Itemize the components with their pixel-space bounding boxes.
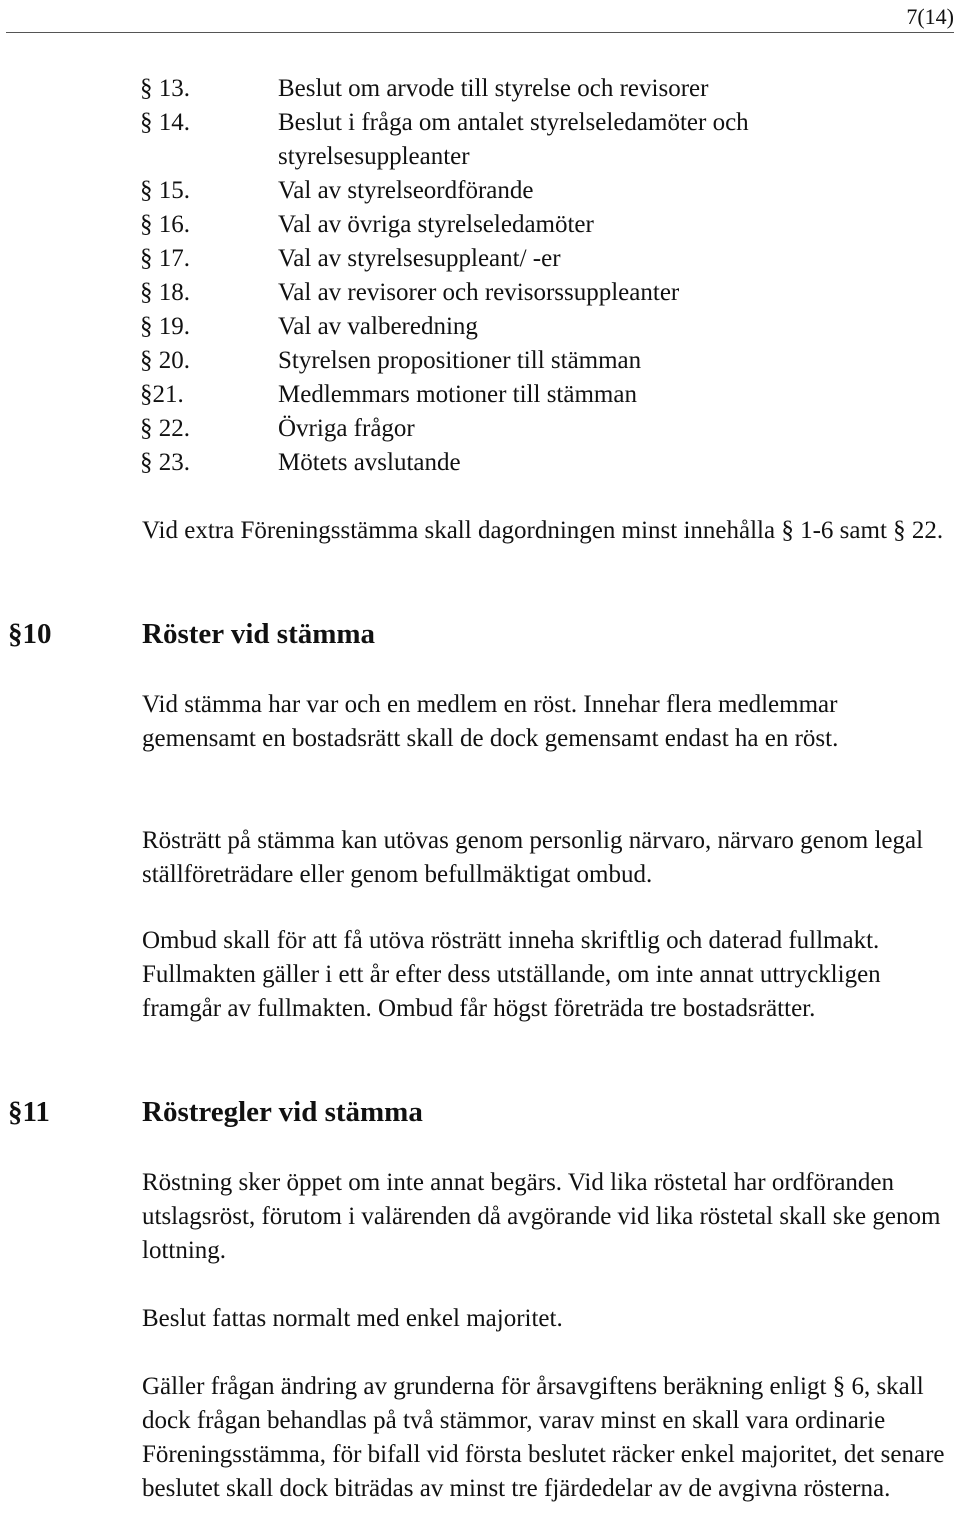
- agenda-item: [140, 344, 950, 378]
- agenda-item: [140, 310, 950, 344]
- agenda-item-number: § 14.: [140, 109, 190, 136]
- section10-paragraph: Ombud skall för att få utöva rösträtt inneha skriftlig och daterad fullmakt. Fullmakten gäller i ett år efter dess utställande, om inte annat uttryckligen framgår av fullmakten. Ombud får högst företräda tre bostadsrätter.: [142, 927, 881, 1022]
- section-title: Röstregler vid stämma: [142, 1096, 423, 1128]
- agenda-item: [140, 378, 950, 412]
- agenda-item: [140, 446, 950, 480]
- agenda-item: [140, 208, 950, 242]
- agenda-item-number: § 22.: [140, 415, 190, 442]
- section10-paragraph: Vid stämma har var och en medlem en röst. Innehar flera medlemmar gemensamt en bostadsrätt skall de dock gemensamt endast ha en röst.: [142, 691, 839, 752]
- agenda-item: [140, 106, 950, 174]
- extra-meeting-note: Vid extra Föreningsstämma skall dagordningen minst innehålla § 1-6 samt § 22.: [142, 517, 944, 544]
- section-heading-10: [8, 616, 948, 652]
- agenda-item-number: § 20.: [140, 347, 190, 374]
- section11-paragraph: Gäller frågan ändring av grunderna för årsavgiftens beräkning enligt § 6, skall dock frågan behandlas på två stämmor, varav minst en skall vara ordinarie Föreningsstämma, för bifall vid första beslutet räcker enkel majoritet, det senare beslutet skall dock biträdas av minst tre fjärdedelar av de avgivna rösterna.: [142, 1373, 945, 1502]
- section11-paragraph: Beslut fattas normalt med enkel majoritet.: [142, 1305, 563, 1332]
- agenda-item-text: Beslut i fråga om antalet styrelseledamöter och styrelsesuppleanter: [278, 109, 749, 170]
- agenda-item-number: § 17.: [140, 245, 190, 272]
- agenda-item-text: Val av revisorer och revisorssuppleanter: [278, 279, 680, 306]
- section-title: Röster vid stämma: [142, 618, 376, 650]
- agenda-item-number: §21.: [140, 381, 184, 408]
- section-heading-11: [8, 1094, 948, 1130]
- agenda-item-number: § 13.: [140, 75, 190, 102]
- agenda-item: [140, 174, 950, 208]
- agenda-item-text: Medlemmars motioner till stämman: [278, 381, 637, 408]
- section11-paragraph: Röstning sker öppet om inte annat begärs. Vid lika röstetal har ordföranden utslagsröst, förutom i valärenden då avgörande vid lika röstetal skall ske genom lottning.: [142, 1169, 941, 1264]
- section10-paragraph: Rösträtt på stämma kan utövas genom personlig närvaro, närvaro genom legal ställföreträdare eller genom befullmäktigat ombud.: [142, 827, 924, 888]
- agenda-item-text: Beslut om arvode till styrelse och revisorer: [278, 75, 709, 102]
- page-number: 7(14): [906, 4, 954, 29]
- section-number: §11: [8, 1096, 50, 1128]
- section-number: §10: [8, 618, 52, 650]
- agenda-item: [140, 242, 950, 276]
- agenda-item-number: § 16.: [140, 211, 190, 238]
- agenda-item: [140, 72, 950, 106]
- header-rule: [6, 32, 954, 33]
- agenda-item-text: Val av styrelsesuppleant/ -er: [278, 245, 561, 272]
- agenda-item-number: § 23.: [140, 449, 190, 476]
- agenda-item-number: § 15.: [140, 177, 190, 204]
- agenda-item-text: Val av styrelseordförande: [278, 177, 534, 204]
- agenda-item-text: Styrelsen propositioner till stämman: [278, 347, 642, 374]
- agenda-item-number: § 19.: [140, 313, 190, 340]
- agenda-item: [140, 276, 950, 310]
- agenda-item-text: Mötets avslutande: [278, 449, 461, 476]
- agenda-list: [140, 72, 950, 480]
- agenda-item-text: Val av övriga styrelseledamöter: [278, 211, 594, 238]
- agenda-item-number: § 18.: [140, 279, 190, 306]
- agenda-item-text: Val av valberedning: [278, 313, 478, 340]
- agenda-item-text: Övriga frågor: [278, 415, 415, 442]
- agenda-item: [140, 412, 950, 446]
